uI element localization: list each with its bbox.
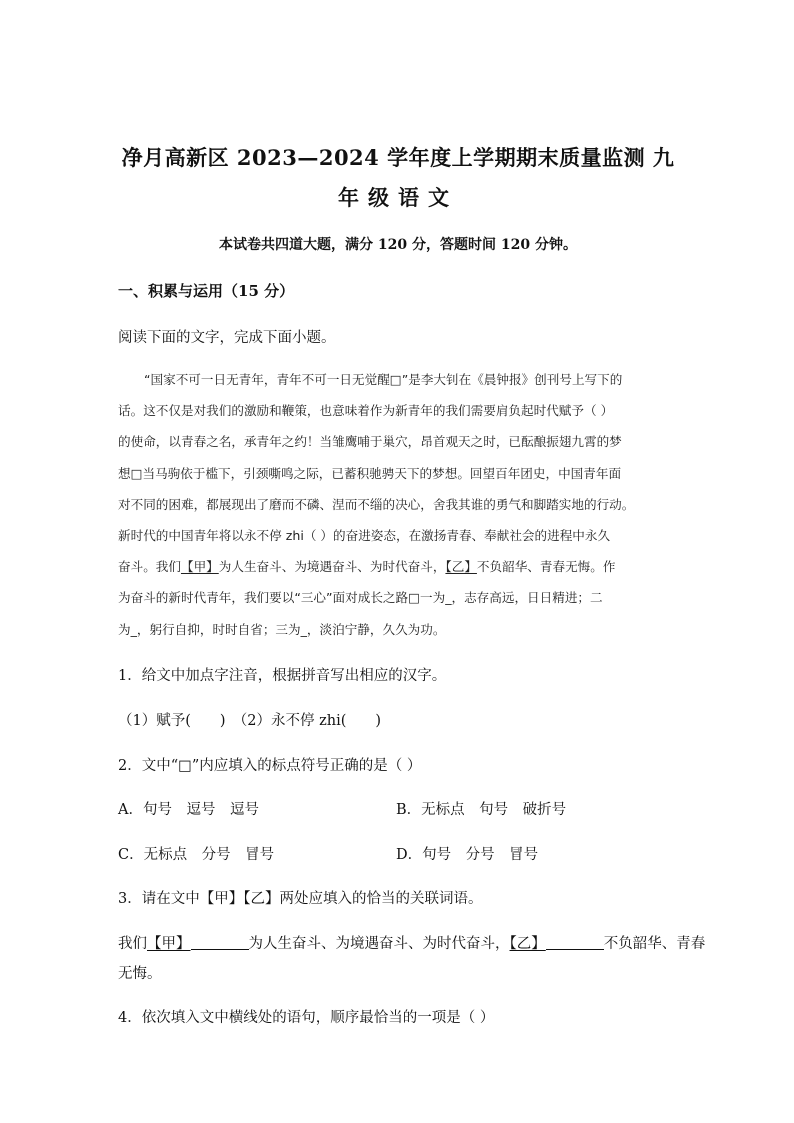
exam-note: 本试卷共四道大题，满分 120 分，答题时间 120 分钟。 [219,237,577,253]
option-b: B．无标点 句号 破折号 [396,802,567,818]
reading-passage [118,364,678,645]
question-2: 2．文中“□”内应填入的标点符号正确的是（ ） [118,758,422,774]
question-3: 3．请在文中【甲】【乙】两处应填入的恰当的关联词语。 [118,891,483,907]
question-3-answer-line [118,932,705,953]
question-4: 4．依次填入文中横线处的语句，顺序最恰当的一项是（ ） [118,1010,495,1026]
answer-blank-line[interactable] [546,935,604,950]
exam-title-line1: 净月高新区 2023—2024 学年度上学期期末质量监测 九 [121,145,675,170]
passage-text: 为人生奋斗、为境遇奋斗、为时代奋斗， [218,559,446,575]
blank-jia: 【甲】 [180,559,219,575]
answer-blank-yi: 【乙】 [509,936,546,952]
passage-line: 的使命，以青春之名，承青年之约！当雏鹰哺于巢穴，昂首观天之时，已酝酿振翅九霄的梦 [118,434,622,450]
passage-text: 不负韶华、青春无悔。作 [476,559,616,575]
question-1: 1．给文中加点字注音，根据拼音写出相应的汉字。 [118,668,447,684]
reading-instruction: 阅读下面的文字，完成下面小题。 [118,330,336,346]
answer-text: 我们 [118,936,147,952]
passage-line: 想□当马驹依于槛下，引颈嘶鸣之际，已蓄积驰骋天下的梦想。回望百年团史，中国青年面 [118,465,622,481]
answer-blank-jia: 【甲】 [147,936,191,952]
answer-text: 为人生奋斗、为境遇奋斗、为时代奋斗， [248,936,510,952]
section-heading: 一、积累与运用（15 分） [118,282,295,300]
blank-yi: 【乙】 [445,559,477,575]
passage-line: 为奋斗的新时代青年，我们要以“三心”面对成长之路□一为_，志存高远，日日精进；二 [118,590,603,606]
answer-text: 不负韶华、青春 [603,936,706,952]
passage-line [118,551,678,582]
passage-line: 对不同的困难，都展现出了磨而不磷、涅而不缁的决心，舍我其谁的勇气和脚踏实地的行动。 [118,496,635,512]
option-c: C．无标点 分号 冒号 [118,847,275,863]
option-d: D．句号 分号 冒号 [396,847,539,863]
passage-text: 奋斗。我们 [118,559,181,575]
passage-line: 新时代的中国青年将以永不停 zhi（ ）的奋进姿态，在激扬青春、奉献社会的进程中永久 [118,527,611,543]
question-1-sub: （1）赋予( ) （2）永不停 zhi( ) [118,713,382,729]
option-a: A．句号 逗号 逗号 [118,802,259,818]
passage-line: 话。这不仅是对我们的激励和鞭策，也意味着作为新青年的我们需要肩负起时代赋予（ ） [118,403,614,419]
passage-line: 为_，躬行自抑，时时自省；三为_，淡泊宁静，久久为功。 [118,621,446,637]
question-3-answer-line2: 无悔。 [118,966,162,982]
passage-line: “国家不可一日无青年，青年不可一日无觉醒□”是李大钊在《晨钟报》创刊号上写下的 [144,372,623,387]
answer-blank-line[interactable] [191,935,249,950]
exam-title-line2: 年级语文 [338,185,458,210]
